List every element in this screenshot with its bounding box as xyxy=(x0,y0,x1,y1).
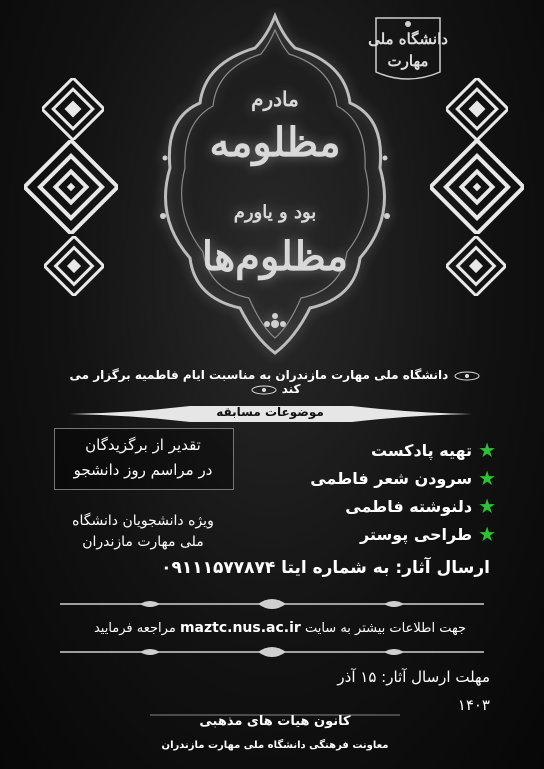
kufic-ornament-icon xyxy=(24,140,118,234)
ornament-icon xyxy=(250,385,278,395)
star-icon: ★ xyxy=(478,466,496,490)
kufic-ornament-icon xyxy=(44,236,104,296)
kufic-ornament-icon xyxy=(42,78,104,140)
star-icon: ★ xyxy=(478,438,496,462)
topic-label: طراحی پوستر xyxy=(360,524,473,544)
list-item xyxy=(286,440,496,460)
kufic-ornament-icon xyxy=(446,78,508,140)
list-item xyxy=(286,496,496,516)
topic-label: تهیه پادکست xyxy=(370,440,473,460)
ornamental-divider xyxy=(60,594,484,614)
list-item xyxy=(286,468,496,488)
deputy-name: معاونت فرهنگی دانشگاه ملی مهارت مازندران xyxy=(161,740,389,751)
calligraphy-artwork xyxy=(145,8,405,358)
logo-line2: مهارت xyxy=(387,52,429,70)
calligraphy-small-top: مادرم xyxy=(251,87,299,111)
topics-header: موضوعات مسابقه xyxy=(216,405,324,419)
award-line: در مراسم روز دانشجو xyxy=(73,461,213,479)
ornament-icon xyxy=(453,371,481,381)
kufic-ornament-icon xyxy=(446,236,506,296)
kufic-ornament-icon xyxy=(430,140,524,234)
calligraphy-big-bottom: مظلوم‌ها xyxy=(201,233,349,280)
award-text xyxy=(54,433,232,483)
website-prefix: جهت اطلاعات بیشتر به سایت xyxy=(304,621,467,636)
deadline-line: ۱۴۰۳ xyxy=(457,696,490,714)
list-item xyxy=(286,524,496,544)
send-works-text: ارسال آثار: به شماره ایتا ۰۹۱۱۱۵۷۷۸۷۴ xyxy=(161,558,490,578)
logo-line1: دانشگاه ملی xyxy=(368,30,448,48)
audience-text xyxy=(54,511,232,553)
topic-label: سرودن شعر فاطمی xyxy=(310,468,473,488)
calligraphy-big-top: مظلومه xyxy=(209,119,341,166)
event-subtitle xyxy=(60,368,490,396)
organizer-name: کانون هیات های مذهبی xyxy=(199,714,351,729)
topics-list xyxy=(286,440,496,552)
deadline-line: مهلت ارسال آثار: ۱۵ آذر xyxy=(337,668,490,686)
website-url[interactable]: maztc.nus.ac.ir xyxy=(179,620,301,636)
website-text xyxy=(60,620,500,636)
star-icon: ★ xyxy=(478,522,496,546)
calligraphy-small-mid: بود و یاورم xyxy=(233,202,317,223)
ornamental-divider xyxy=(60,642,484,662)
award-line: تقدیر از برگزیدگان xyxy=(85,436,201,454)
audience-line: ملی مهارت مازندران xyxy=(82,534,204,550)
star-icon: ★ xyxy=(478,494,496,518)
audience-line: ویژه دانشجویان دانشگاه xyxy=(72,513,214,529)
subtitle-text: دانشگاه ملی مهارت مازندران به مناسبت ایام فاطمیه برگزار می کند xyxy=(69,368,449,396)
topic-label: دلنوشته فاطمی xyxy=(345,496,473,516)
website-suffix: مراجعه فرمایید xyxy=(93,621,176,636)
